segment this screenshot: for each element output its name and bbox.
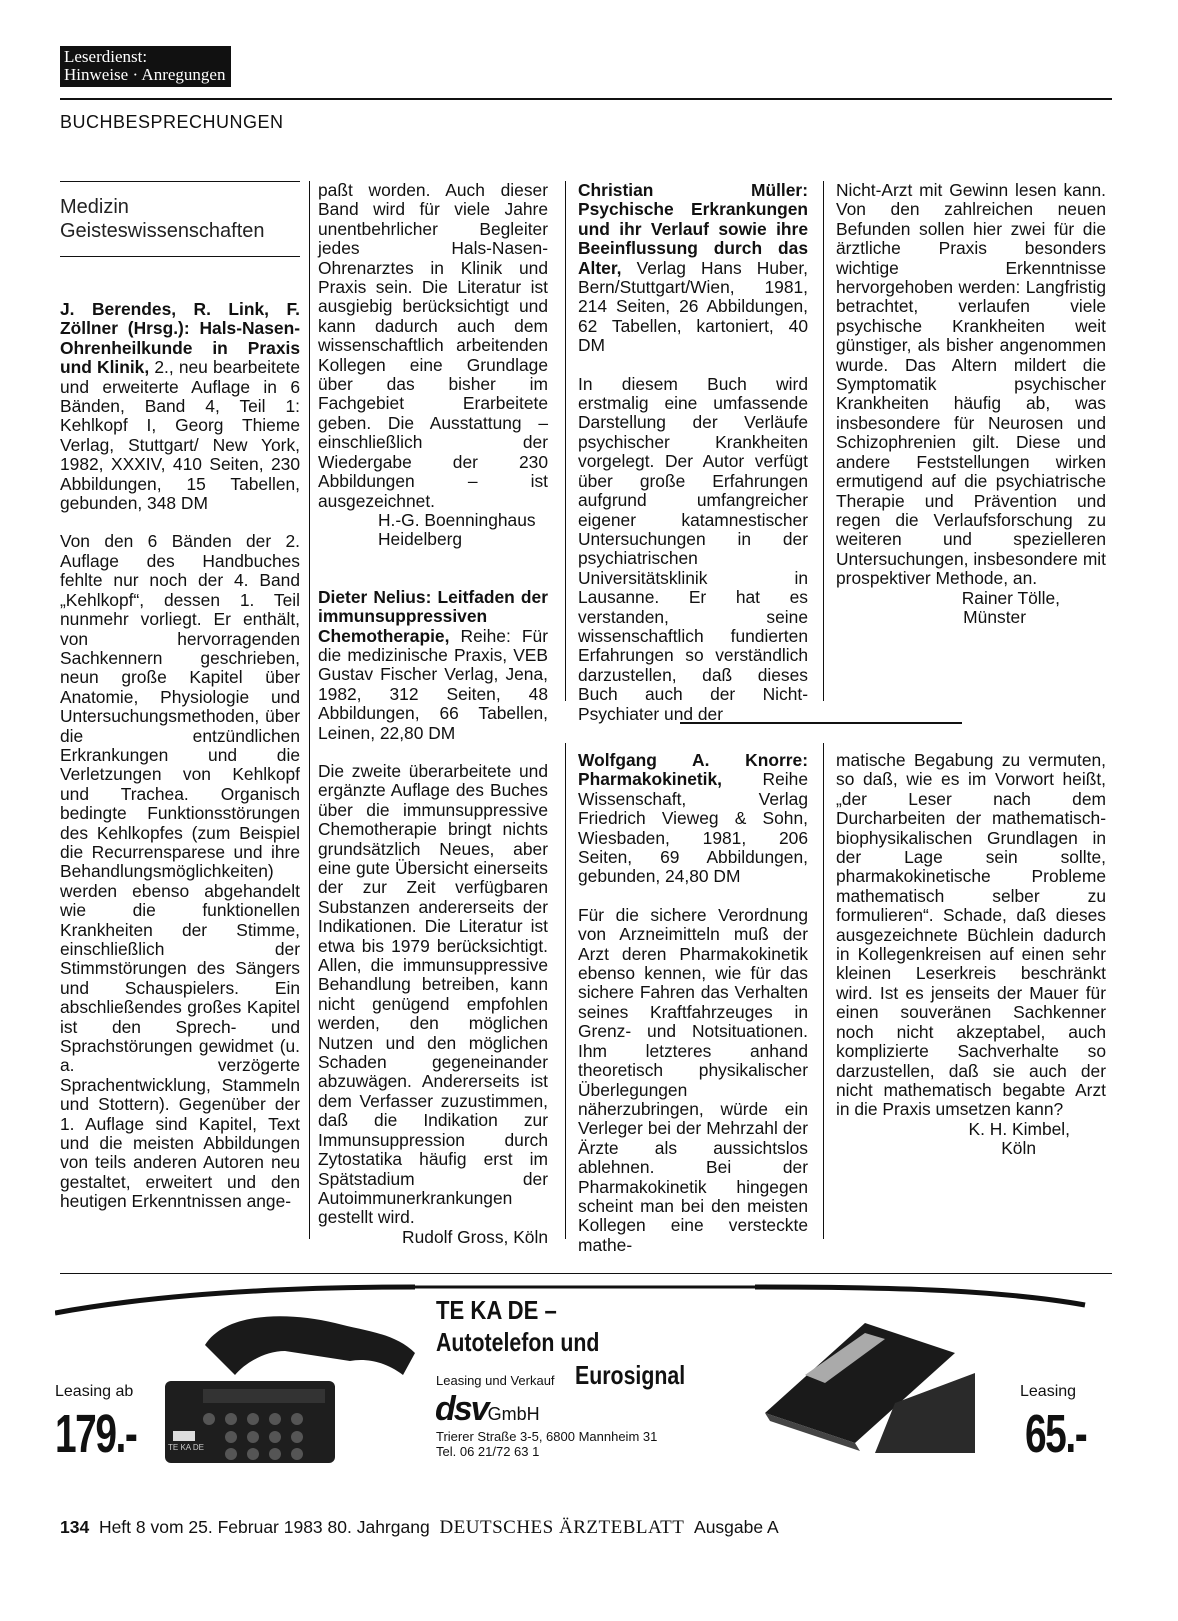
column-rule	[565, 743, 566, 1239]
column-3-top	[578, 181, 808, 743]
column-4-bottom	[836, 751, 1106, 1159]
page-number: 134	[60, 1517, 90, 1537]
review-mueller-signature-name: Rainer Tölle,	[961, 587, 1060, 608]
review-knorre-signature-name: K. H. Kimbel,	[968, 1118, 1070, 1139]
issue-info: Heft 8 vom 25. Februar 1983 80. Jahrgang	[98, 1517, 430, 1537]
ad-address: Trierer Straße 3-5, 6800 Mannheim 31	[436, 1429, 658, 1444]
ad-headline-1: TE KA DE –	[436, 1295, 557, 1325]
review-knorre-header	[578, 751, 808, 887]
ad-headline-2: Autotelefon und	[436, 1327, 600, 1357]
review-berendes-header	[60, 300, 300, 513]
review-knorre-body: Für die sichere Verordnung von Arzneimitteln muß der Arzt deren Pharmakokinetik ebenso kennen, wie für das sichere Fahren das Verhalten seines Kraftfahrzeuges in Grenz- und Notsituationen. Ihm letzteres anhand theoretisch physikalischer Überlegungen näherzubringen, würde ein Verleger bei der Mehrzahl der Ärzte als aussichtslos ablehnen. Bei der Pharmakokinetik hingegen scheint man bei den meisten Kollegen eine versteckte mathe-	[578, 904, 808, 1255]
column-3-bottom	[578, 751, 808, 1274]
review-nelius-signature: Rudolf Gross, Köln	[402, 1226, 548, 1247]
category-rule-top	[60, 181, 300, 182]
column-2	[318, 181, 548, 1247]
top-rule	[60, 98, 1112, 100]
review-mueller-signature-place: Münster	[963, 606, 1026, 627]
magazine-name: DEUTSCHES ÄRZTEBLATT	[439, 1517, 685, 1538]
review-berendes-heading: J. Berendes, R. Link, F. Zöllner (Hrsg.): Hals-Nasen-Ohrenheilkunde in Praxis und Klinik,	[60, 299, 300, 378]
review-mueller-body: In diesem Buch wird erstmalig eine umfassende Darstellung der Verläufe psychischer Krankheiten vorgelegt. Der Autor verfügt über große Erfahrungen aufgrund umfangreicher eigener katamnestischer Untersuchungen in der psychiatrischen Universitätsklinik in Lausanne. Er hat es verstanden, seine wissenschaftlich fundierten Erfahrungen so verständlich darzustellen, daß dieses Buch auch der Nicht-Psychiater und der	[578, 373, 808, 724]
brand-name: dsv	[435, 1390, 488, 1428]
masthead	[60, 46, 231, 87]
review-berendes-signature-place: Heidelberg	[378, 529, 463, 550]
review-nelius-body: Die zweite überarbeitete und ergänzte Auflage des Buches über die immunsuppressive Chemotherapie bringt nichts grundsätzlich Neues, aber eine gute Übersicht einerseits der zur Zeit verfügbaren Substanzen andererseits der Indikationen. Die Literatur ist etwa bis 1979 berücksichtigt. Allen, die immunsuppressive Behandlung betreiben, kann nicht genügend empfohlen werden, den möglichen Nutzen und den möglichen Schaden gegeneinander abzuwägen. Andererseits ist dem Verfasser zuzustimmen, daß die Indikation zur Immunsuppression durch Zytostatika häufig erst im Spätstadium der Autoimmunerkrankungen gestellt wird. Rudolf Gross, Köln	[318, 760, 548, 1247]
category-label	[60, 195, 265, 243]
edition: Ausgabe A	[694, 1517, 779, 1537]
category-rule-bottom	[60, 256, 300, 257]
review-mueller-header	[578, 181, 808, 356]
column-rule	[565, 181, 566, 701]
brand-logo	[435, 1390, 540, 1429]
leasing-right-label: Leasing	[1020, 1383, 1077, 1400]
review-mueller-biblio: Verlag Hans Huber, Bern/Stuttgart/Wien, 1981, 214 Seiten, 26 Abbildungen, 62 Tabellen, kartoniert, 40 DM	[578, 257, 808, 356]
review-mueller-body-cont: Nicht-Arzt mit Gewinn lesen kann. Von den zahlreichen neuen Befunden sollen hier zwei für die ärztliche Praxis besonders wichtige Erkenntnisse hervorgehoben werden: Langfristig betrachtet, verlaufen viele psychische Krankheiten weit günstiger, als bisher angenommen wurde. Das Altern mildert die Symptomatik psychischer Krankheiten häufig ab, was insbesondere für Neurosen und Schizophrenien gilt. Diese und andere Feststellungen wirken ermutigend auf die psychiatrische Therapie und Prävention und regen die Verlaufsforschung zu weiteren und spezielleren Untersuchungen, insbesondere mit prospektiver Methode, an.	[836, 180, 1106, 589]
masthead-line2: Hinweise · Anregungen	[64, 65, 226, 84]
column-1	[60, 300, 300, 1231]
review-nelius-header	[318, 588, 548, 743]
review-berendes-signature-name: H.-G. Boenninghaus	[378, 509, 536, 530]
mid-rule	[680, 722, 962, 724]
advertisement	[55, 1283, 1090, 1483]
review-berendes-body: Von den 6 Bänden der 2. Auflage des Handbuches fehlte nur noch der 4. Band „Kehlkopf“, dessen 1. Teil nunmehr vorliegt. Er enthält, von hervorragenden Sachkennern geschrieben, neun große Kapitel über Anatomie, Physiologie und Untersuchungsmethoden, über die entzündlichen Erkrankungen und die Verletzungen von Kehlkopf und Trachea. Organisch bedingte Funktionsstörungen des Kehlkopfes (zum Beispiel die Recurrensparese und ihre Behandlungsmöglichkeiten) werden ebenso abgehandelt wie die funktionellen Krankheiten der Stimme, einschließlich der Stimmstörungen des Sängers und Schauspielers. Ein abschließendes großes Kapitel ist den Sprech- und Sprachstörungen gewidmet (u. a. verzögerte Sprachentwicklung, Stammeln und Stottern). Gegenüber der 1. Auflage sind Kapitel, Text und die meisten Abbildungen von teils anderen Autoren neu gestaltet, erweitert und den heutigen Erkenntnissen ange-	[60, 531, 300, 1212]
keypad-label: TE KA DE	[168, 1443, 205, 1452]
review-nelius-heading: Dieter Nelius: Leitfaden der immunsuppressiven Chemotherapie,	[318, 586, 548, 646]
column-rule	[823, 181, 824, 701]
eurosignal-pager-icon	[745, 1303, 975, 1453]
column-4-top	[836, 181, 1106, 627]
ad-phone: Tel. 06 21/72 63 1	[436, 1444, 540, 1459]
review-berendes-biblio: 2., neu bearbeitete und erweiterte Auflage in 6 Bänden, Band 4, Teil 1: Kehlkopf I, Georg Thieme Verlag, Stuttgart/ New York, 1982, XXXIV, 410 Seiten, 230 Abbildungen, 15 Tabellen, gebunden, 348 DM	[60, 357, 300, 514]
column-rule	[823, 743, 824, 1239]
column-rule	[309, 181, 310, 1239]
review-nelius-biblio: Reihe: Für die medizinische Praxis, VEB Gustav Fischer Verlag, Jena, 1982, 312 Seiten, 48 Abbildungen, 66 Tabellen, Leinen, 22,80 DM	[318, 625, 548, 743]
review-knorre-heading: Wolfgang A. Knorre: Pharmakokinetik,	[578, 750, 808, 790]
leasing-left-price: 179.-	[55, 1404, 137, 1464]
leasing-right-price: 65.-	[1025, 1404, 1087, 1464]
car-phone-icon	[165, 1303, 425, 1463]
leasing-left-label: Leasing ab	[55, 1383, 134, 1400]
page-footer	[60, 1517, 779, 1539]
category-line2: Geisteswissenschaften	[60, 220, 265, 242]
bottom-rule	[60, 1273, 1112, 1274]
review-mueller-heading: Christian Müller: Psychische Erkrankungen und ihr Verlauf sowie ihre Beeinflussung durch das Alter,	[578, 180, 808, 278]
ad-sub-label: Leasing und Verkauf	[436, 1373, 555, 1388]
brand-suffix: GmbH	[487, 1404, 540, 1424]
review-knorre-biblio: Reihe Wissenschaft, Verlag Friedrich Vieweg & Sohn, Wiesbaden, 1981, 206 Seiten, 69 Abbildungen, gebunden, 24,80 DM	[578, 769, 808, 887]
masthead-line1: Leserdienst:	[64, 47, 148, 66]
review-knorre-body-cont: matische Begabung zu vermuten, so daß, wie es im Vorwort heißt, „der Leser nach dem Durcharbeiten der mathematisch-biophysikalischen Grundlagen in der Lage sein sollte, pharmakokinetische Probleme mathematisch selber zu formulieren“. Schade, daß dieses ausgezeichnete Büchlein dadurch in Kollegenkreisen auf einen sehr kleinen Leserkreis beschränkt wird. Ist es jenseits der Mauer für einen souveränen Sachkenner noch nicht akzeptabel, auch komplizierte Sachverhalte so darzustellen, daß sie auch der nicht mathematisch begabte Arzt in die Praxis umsetzen kann?	[836, 750, 1106, 1120]
ad-headline-3: Eurosignal	[575, 1360, 686, 1390]
category-line1: Medizin	[60, 196, 129, 218]
review-knorre-signature-place: Köln	[1001, 1138, 1036, 1159]
review-berendes-body-cont: paßt worden. Auch dieser Band wird für viele Jahre unentbehrlicher Begleiter jedes Hals-Nasen-Ohrenarztes in Klinik und Praxis sein. Die Literatur ist ausgiebig berücksichtigt und kann dadurch auch dem wissenschaftlich arbeitenden Kollegen eine Grundlage über das bisher im Fachgebiet Erarbeitete geben. Die Ausstattung – einschließlich der Wiedergabe der 230 Abbildungen – ist ausgezeichnet.	[318, 180, 548, 511]
section-title: BUCHBESPRECHUNGEN	[60, 112, 284, 132]
